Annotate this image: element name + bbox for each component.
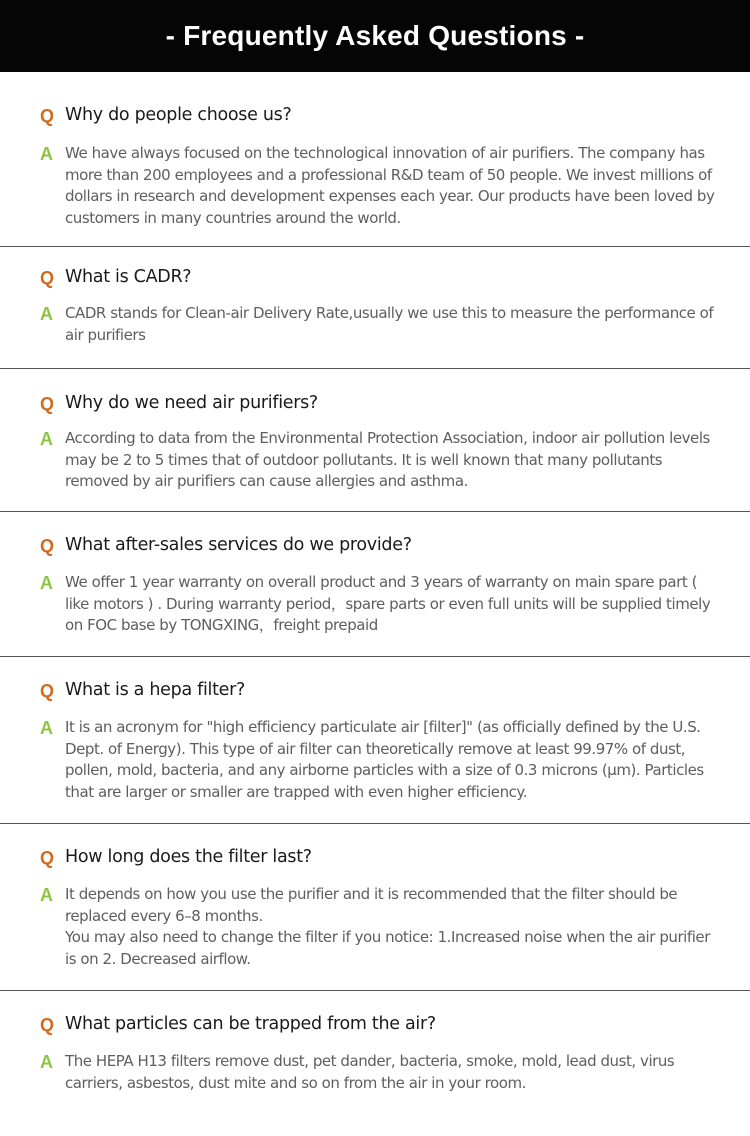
faq-answer-2 bbox=[40, 303, 716, 346]
answer-marker: A bbox=[40, 144, 53, 164]
answer-text: The HEPA H13 filters remove dust, pet dander, bacteria, smoke, mold, lead dust, virus carriers, asbestos, dust mite and so on from the air in your room. bbox=[65, 1052, 675, 1092]
faq-question-1 bbox=[40, 103, 716, 127]
answer-text: We offer 1 year warranty on overall product and 3 years of warranty on main spare part ( like motors ) . During warranty period，spare parts or even full units will be supplied timely on FOC base by TONGXING，freight prepaid bbox=[65, 573, 711, 634]
question-marker: Q bbox=[40, 848, 55, 868]
answer-marker: A bbox=[40, 304, 53, 324]
faq-question-2 bbox=[40, 265, 716, 289]
answer-text: We have always focused on the technological innovation of air purifiers. The company has more than 200 employees and a professional R&D team of 50 people. We invest millions of dollars in research and development expenses each year. Our products have been loved by customers in many countries around the world. bbox=[65, 144, 715, 227]
answer-marker: A bbox=[40, 885, 53, 905]
faq-answer-7 bbox=[40, 1051, 716, 1094]
divider bbox=[0, 511, 750, 512]
answer-text: According to data from the Environmental Protection Association, indoor air pollution levels may be 2 to 5 times that of outdoor pollutants. It is well known that many pollutants removed by air purifiers can cause allergies and asthma. bbox=[65, 429, 710, 490]
divider bbox=[0, 246, 750, 247]
question-text: What particles can be trapped from the air? bbox=[65, 1014, 436, 1034]
answer-text: It depends on how you use the purifier and it is recommended that the filter should be replaced every 6–8 months. You may also need to change the filter if you notice: 1.Increased noise when the air purifier is on 2. Decreased airflow. bbox=[65, 885, 710, 968]
faq-question-4 bbox=[40, 533, 716, 557]
divider bbox=[0, 656, 750, 657]
question-text: What after-sales services do we provide? bbox=[65, 535, 412, 555]
faq-question-3 bbox=[40, 391, 716, 415]
question-marker: Q bbox=[40, 394, 55, 414]
faq-answer-6 bbox=[40, 884, 716, 970]
question-marker: Q bbox=[40, 681, 55, 701]
faq-answer-3 bbox=[40, 428, 716, 493]
faq-answer-1 bbox=[40, 143, 716, 229]
question-text: What is CADR? bbox=[65, 267, 192, 287]
question-marker: Q bbox=[40, 268, 55, 288]
question-text: How long does the filter last? bbox=[65, 847, 312, 867]
answer-marker: A bbox=[40, 1052, 53, 1072]
divider bbox=[0, 990, 750, 991]
question-text: Why do we need air purifiers? bbox=[65, 393, 318, 413]
answer-marker: A bbox=[40, 573, 53, 593]
faq-answer-5 bbox=[40, 717, 716, 803]
divider bbox=[0, 368, 750, 369]
page-title: - Frequently Asked Questions - bbox=[165, 20, 585, 51]
faq-answer-4 bbox=[40, 572, 716, 637]
faq-question-5 bbox=[40, 678, 716, 702]
question-text: What is a hepa filter? bbox=[65, 680, 246, 700]
question-marker: Q bbox=[40, 106, 55, 126]
question-text: Why do people choose us? bbox=[65, 105, 292, 125]
answer-marker: A bbox=[40, 429, 53, 449]
faq-header bbox=[0, 0, 750, 72]
question-marker: Q bbox=[40, 536, 55, 556]
answer-text: CADR stands for Clean-air Delivery Rate,usually we use this to measure the performance of air purifiers bbox=[65, 304, 714, 344]
answer-marker: A bbox=[40, 718, 53, 738]
faq-question-6 bbox=[40, 845, 716, 869]
answer-text: It is an acronym for "high efficiency particulate air [filter]" (as officially defined by the U.S. Dept. of Energy). This type of air filter can theoretically remove at least 99.97% of dust, pollen, mold, bacteria, and any airborne particles with a size of 0.3 microns (µm). Particles that are larger or smaller are trapped with even higher efficiency. bbox=[65, 718, 704, 801]
divider bbox=[0, 823, 750, 824]
faq-question-7 bbox=[40, 1012, 716, 1036]
question-marker: Q bbox=[40, 1015, 55, 1035]
